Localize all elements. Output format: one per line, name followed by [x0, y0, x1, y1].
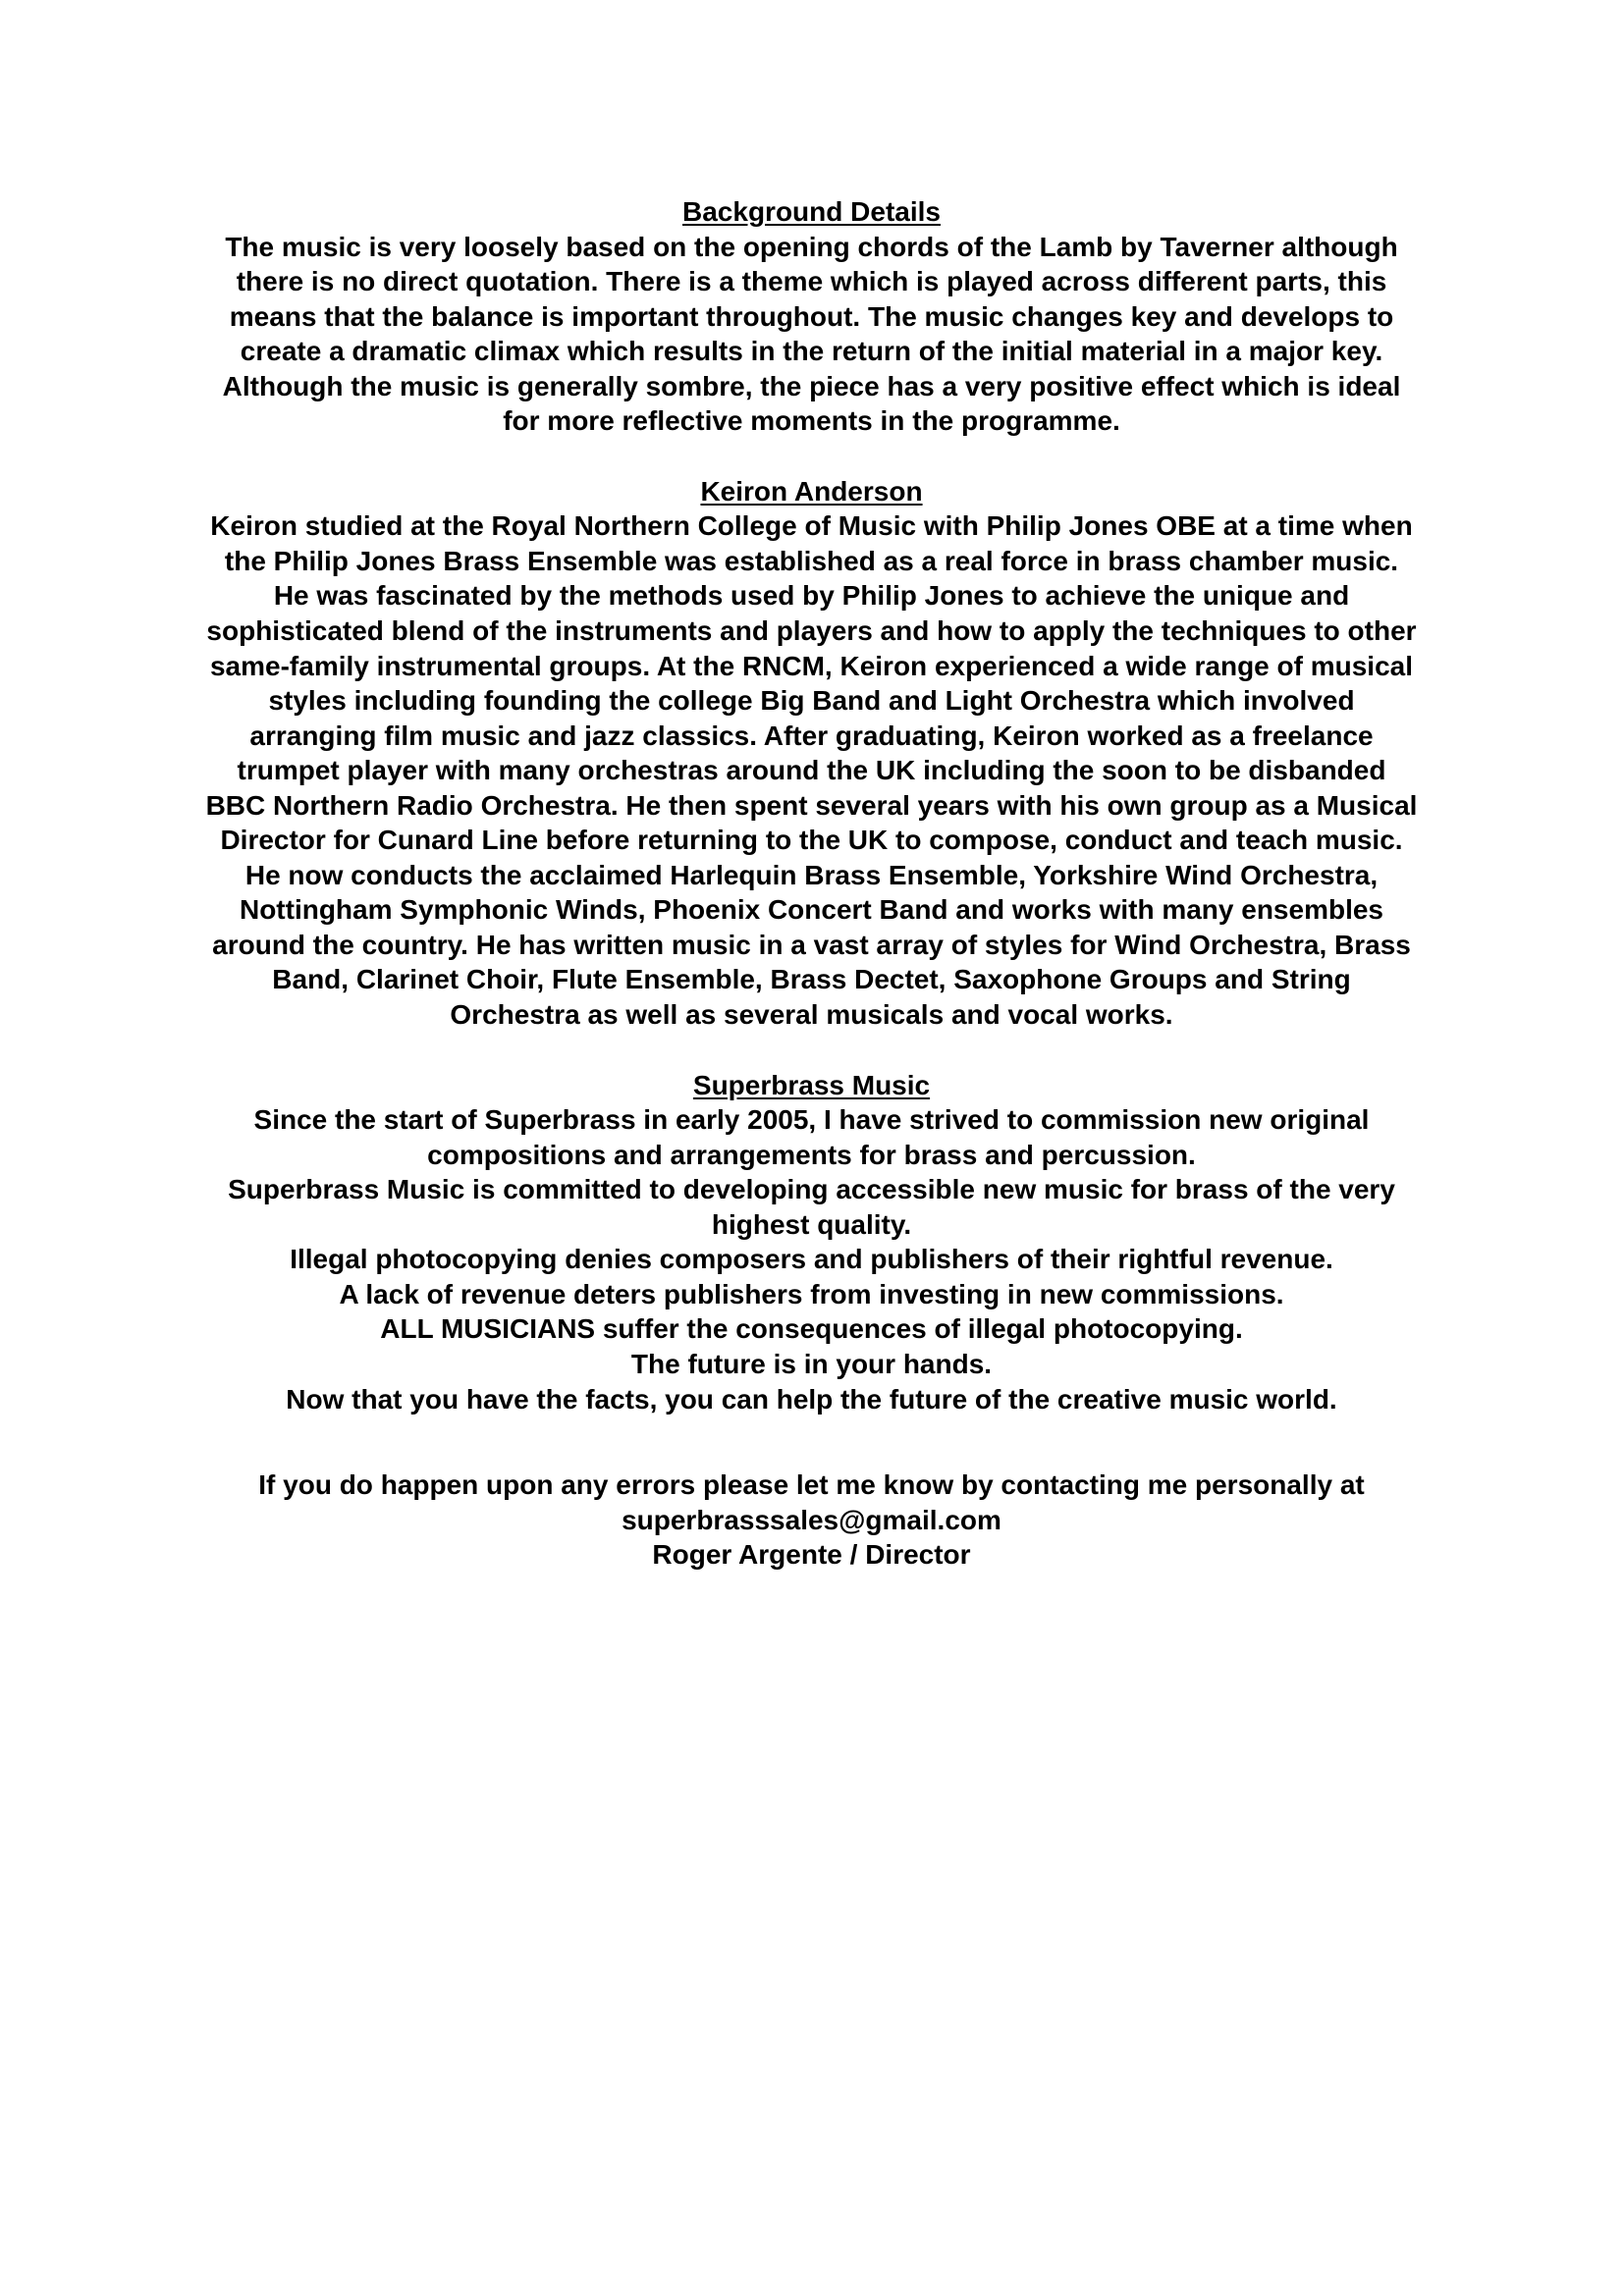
- section-superbrass-music: [204, 1068, 1419, 1416]
- section-heading-background-details: Background Details: [682, 196, 941, 227]
- superbrass-line-lack-of-revenue: A lack of revenue deters publishers from investing in new commissions.: [339, 1278, 1284, 1309]
- section-background-details: [204, 194, 1419, 439]
- background-details-paragraph: The music is very loosely based on the opening chords of the Lamb by Taverner although there is no direct quotation. There is a theme which is played across different parts, this means that the balance is important throughout. The music changes key and develops to create a dramatic climax which results in the return of the initial material in a major key. Although the music is generally sombre, the piece has a very positive effect which is ideal for more reflective moments in the programme.: [222, 231, 1401, 437]
- superbrass-line-commission: Since the start of Superbrass in early 2005, I have strived to commission new original compositions and arrangements for brass and percussion.: [253, 1104, 1370, 1170]
- section-keiron-anderson: [204, 474, 1419, 1033]
- keiron-anderson-paragraph: Keiron studied at the Royal Northern College of Music with Philip Jones OBE at a time when the Philip Jones Brass Ensemble was established as a real force in brass chamber music. He was fascinated by the methods used by Philip Jones to achieve the unique and sophisticated blend of the instruments and players and how to apply the techniques to other same-family instrumental groups. At the RNCM, Keiron experienced a wide range of musical styles including founding the college Big Band and Light Orchestra which involved arranging film music and jazz classics. After graduating, Keiron worked as a freelance trumpet player with many orchestras around the UK including the soon to be disbanded BBC Northern Radio Orchestra. He then spent several years with his own group as a Musical Director for Cunard Line before returning to the UK to compose, conduct and teach music. He now conducts the acclaimed Harlequin Brass Ensemble, Yorkshire Wind Orchestra, Nottingham Symphonic Winds, Phoenix Concert Band and works with many ensembles around the country. He has written music in a vast array of styles for Wind Orchestra, Brass Band, Clarinet Choir, Flute Ensemble, Brass Dectet, Saxophone Groups and String Orchestra as well as several musicals and vocal works.: [205, 510, 1418, 1031]
- superbrass-line-future-in-your-hands: The future is in your hands.: [630, 1348, 993, 1379]
- closing-note: [204, 1468, 1419, 1537]
- closing-note-text: If you do happen upon any errors please let me know by contacting me personally at: [258, 1469, 1365, 1501]
- superbrass-line-illegal-photocopying: Illegal photocopying denies composers and publishers of their rightful revenue.: [290, 1244, 1333, 1275]
- superbrass-line-creative-music-world: Now that you have the facts, you can help the future of the creative music world.: [286, 1383, 1337, 1415]
- section-closing: [204, 1468, 1419, 1573]
- section-heading-keiron-anderson: Keiron Anderson: [700, 475, 923, 507]
- signature-line: Roger Argente / Director: [652, 1539, 971, 1571]
- superbrass-line-committed: Superbrass Music is committed to developing accessible new music for brass of the very highest quality.: [228, 1174, 1395, 1240]
- superbrass-line-all-musicians: ALL MUSICIANS suffer the consequences of illegal photocopying.: [380, 1313, 1243, 1345]
- contact-email: superbrasssales@gmail.com: [622, 1504, 1001, 1535]
- section-heading-superbrass-music: Superbrass Music: [692, 1069, 931, 1100]
